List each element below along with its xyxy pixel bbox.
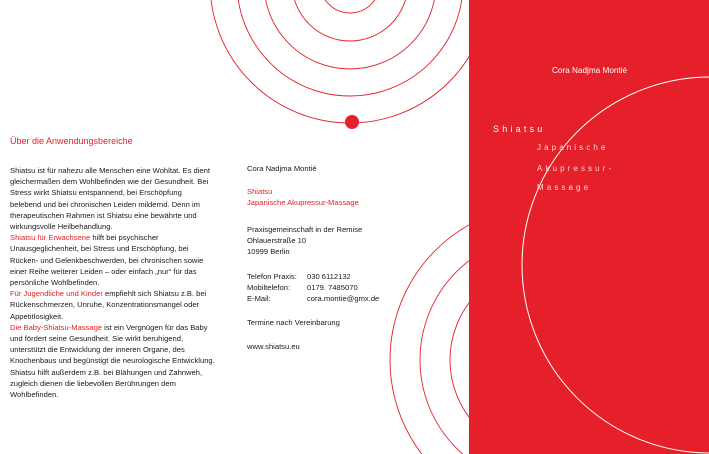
mobile-value: 0179. 7485070 bbox=[307, 283, 358, 293]
mobile-row bbox=[247, 282, 379, 293]
appointments-note: Termine nach Vereinbarung bbox=[247, 318, 340, 327]
big-cover-circle bbox=[497, 52, 709, 454]
phone-row bbox=[247, 271, 379, 282]
cover-title: Shiatsu bbox=[493, 124, 546, 134]
cover-subtitle-line-1: Japanische bbox=[537, 143, 609, 152]
top-concentric-rings bbox=[210, 0, 490, 123]
intro-paragraph: Shiatsu ist für nahezu alle Menschen eine Wohltat. Es dient gleichermaßen dem Wohlbefinden wie der Gesundheit. Bei Stress wirkt Shiatsu entspannend, bei Erschöpfung belebend und bei chronischen Leiden mildernd. Denn im therapeutischen Rahmen ist Shiatsu eine bewährte und wirkungsvolle Heilbehandlung. bbox=[10, 166, 210, 232]
section-heading: Über die Anwendungsbereiche bbox=[10, 136, 133, 146]
website-text: www.shiatsu.eu bbox=[247, 342, 300, 351]
adults-text: hilft bei psychischer Unausgeglichenheit, bei Stress und Erschöpfung, bei Rücken- und Gelenkbeschwerden, bei chronischen sowie einer Reihe weiterer Leiden – oder einfach „nur“ für das persönliche Wohlbefinden. bbox=[10, 233, 204, 288]
baby-label: Die Baby-Shiatsu-Massage bbox=[10, 322, 103, 332]
contact-details-table bbox=[247, 271, 379, 305]
phone-value: 030 6112132 bbox=[307, 272, 351, 281]
youth-text: empfiehlt sich Shiatsu z.B. bei Rückenschmerzen, Unruhe, Konzentrationsmangel oder Appetitlosigkeit. bbox=[10, 289, 207, 321]
contact-service bbox=[247, 186, 359, 208]
email-label: E-Mail: bbox=[247, 294, 271, 304]
cover-author: Cora Nadjma Montié bbox=[552, 66, 628, 75]
phone-label: Telefon Praxis: bbox=[247, 272, 297, 281]
left-body-text bbox=[10, 165, 215, 400]
mobile-label: Mobiltelefon: bbox=[247, 283, 291, 293]
cover-subtitle-line-3: Massage bbox=[537, 183, 592, 192]
address-block bbox=[247, 224, 362, 258]
adults-paragraph bbox=[10, 232, 215, 288]
cover-subtitle-line-2: Akupressur- bbox=[537, 164, 615, 173]
email-row bbox=[247, 293, 379, 304]
small-red-dot-left bbox=[345, 115, 359, 129]
address-line-2: Ohlauerstraße 10 bbox=[247, 236, 307, 246]
service-line-1: Shiatsu bbox=[247, 187, 273, 196]
youth-label: Für Jugendliche und Kinder bbox=[10, 289, 103, 299]
address-line-3: 10999 Berlin bbox=[247, 247, 290, 257]
baby-text: ist ein Vergnügen für das Baby und fördert seine Gesundheit. Sie wirkt beruhigend, unterstützt die Entwicklung der inneren Organe, des Knochenbaus und begünstigt die neurologische Entwicklung. Shiatsu hilft außerdem z.B. bei Blähungen und Zahnweh, zugleich dienen die liebevollen Berührungen dem Wohlbefinden. bbox=[10, 322, 215, 400]
service-line-2: Japanische Akupressur-Massage bbox=[247, 198, 359, 208]
youth-paragraph bbox=[10, 288, 215, 322]
address-line-1: Praxisgemeinschaft in der Remise bbox=[247, 225, 363, 234]
contact-name: Cora Nadjma Montié bbox=[247, 164, 317, 173]
baby-paragraph bbox=[10, 322, 215, 400]
email-value: cora.montie@gmx.de bbox=[307, 294, 380, 304]
cover-dot bbox=[636, 34, 656, 54]
adults-label: Shiatsu für Erwachsene bbox=[10, 233, 91, 243]
